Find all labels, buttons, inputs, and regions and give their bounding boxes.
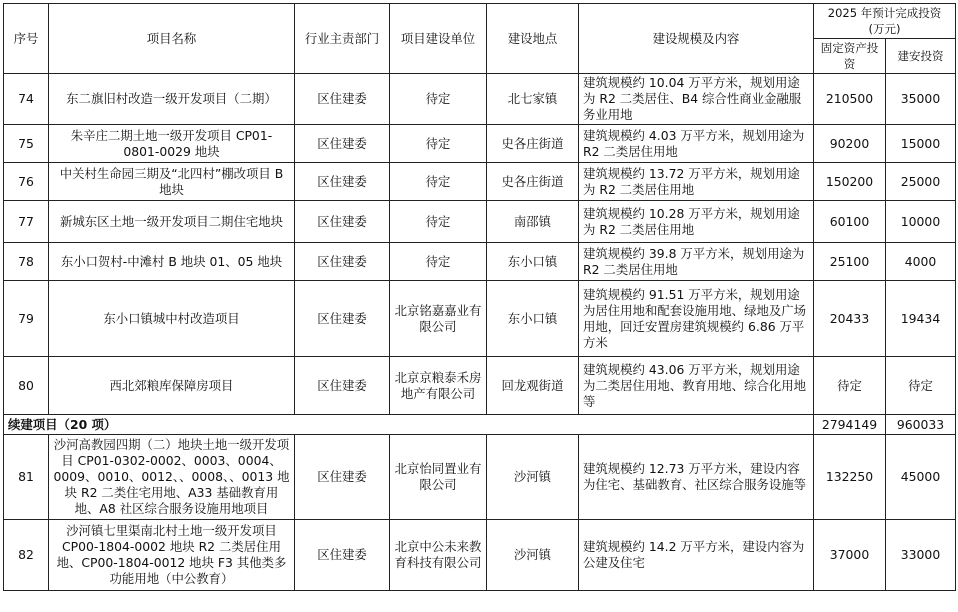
- project-name: 西北郊粮库保障房项目: [49, 357, 295, 415]
- scale-content: 建筑规模约 39.8 万平方米，规划用途为 R2 二类居住用地: [579, 243, 814, 281]
- header-scale: 建设规模及内容: [579, 4, 814, 74]
- construction-unit: 待定: [390, 74, 487, 125]
- row-number: 75: [4, 125, 49, 163]
- table-row: [4, 201, 956, 243]
- scale-content: 建筑规模约 13.72 万平方米，规划用途为 R2 二类居住用地: [579, 163, 814, 201]
- fixed-investment: 210500: [814, 74, 886, 125]
- header-construction: 建安投资: [886, 39, 956, 74]
- scale-content: 建筑规模约 12.73 万平方米，建设内容为住宅、基础教育、社区综合服务设施等: [579, 435, 814, 520]
- scale-content: 建筑规模约 10.04 万平方米，规划用途为 R2 二类居住、B4 综合性商业金融服务业用地: [579, 74, 814, 125]
- header-location: 建设地点: [487, 4, 579, 74]
- construction-investment: 15000: [886, 125, 956, 163]
- scale-content: 建筑规模约 14.2 万平方米，建设内容为公建及住宅: [579, 520, 814, 591]
- construction-investment: 33000: [886, 520, 956, 591]
- row-number: 82: [4, 520, 49, 591]
- construction-unit: 北京京粮泰禾房地产有限公司: [390, 357, 487, 415]
- scale-content: 建筑规模约 4.03 万平方米，规划用途为 R2 二类居住用地: [579, 125, 814, 163]
- subtotal-construction: 960033: [886, 415, 956, 435]
- table-row: [4, 435, 956, 520]
- construction-investment: 4000: [886, 243, 956, 281]
- location: 回龙观街道: [487, 357, 579, 415]
- table-row: [4, 357, 956, 415]
- subtotal-row: [4, 415, 956, 435]
- header-unit: 项目建设单位: [390, 4, 487, 74]
- table-row: [4, 125, 956, 163]
- construction-unit: 待定: [390, 125, 487, 163]
- location: 北七家镇: [487, 74, 579, 125]
- header-row: [4, 4, 956, 39]
- location: 东小口镇: [487, 281, 579, 357]
- fixed-investment: 待定: [814, 357, 886, 415]
- department: 区住建委: [295, 281, 390, 357]
- project-name: 中关村生命园三期及“北四村”棚改项目 B 地块: [49, 163, 295, 201]
- department: 区住建委: [295, 125, 390, 163]
- table-row: [4, 243, 956, 281]
- construction-unit: 待定: [390, 163, 487, 201]
- subtotal-fixed: 2794149: [814, 415, 886, 435]
- construction-investment: 25000: [886, 163, 956, 201]
- construction-unit: 待定: [390, 243, 487, 281]
- fixed-investment: 90200: [814, 125, 886, 163]
- department: 区住建委: [295, 520, 390, 591]
- header-dept: 行业主责部门: [295, 4, 390, 74]
- construction-investment: 45000: [886, 435, 956, 520]
- header-investment-group: 2025 年预计完成投资 (万元): [814, 4, 956, 39]
- construction-unit: 北京怡同置业有限公司: [390, 435, 487, 520]
- table-row: [4, 281, 956, 357]
- department: 区住建委: [295, 435, 390, 520]
- project-name: 东小口贺村-中滩村 B 地块 01、05 地块: [49, 243, 295, 281]
- header-no: 序号: [4, 4, 49, 74]
- row-number: 81: [4, 435, 49, 520]
- scale-content: 建筑规模约 43.06 万平方米，规划用途为二类居住用地、教育用地、综合化用地等: [579, 357, 814, 415]
- project-name: 沙河镇七里渠南北村土地一级开发项目 CP00-1804-0002 地块 R2 二类居住用地、CP00-1804-0012 地块 F3 其他类多功能用地（中公教育）: [49, 520, 295, 591]
- table-row: [4, 74, 956, 125]
- construction-unit: 北京中公未来教育科技有限公司: [390, 520, 487, 591]
- location: 史各庄街道: [487, 125, 579, 163]
- project-name: 东小口镇城中村改造项目: [49, 281, 295, 357]
- location: 东小口镇: [487, 243, 579, 281]
- fixed-investment: 37000: [814, 520, 886, 591]
- location: 沙河镇: [487, 520, 579, 591]
- project-name: 沙河高教园四期（二）地块土地一级开发项目 CP01-0302-0002、0003、0004、0009、0010、0012、、0008、、0013 地块 R2 二类住宅用地、A33 基础教育用地、A8 社区综合服务设施用地项目: [49, 435, 295, 520]
- construction-investment: 35000: [886, 74, 956, 125]
- row-number: 80: [4, 357, 49, 415]
- project-name: 朱辛庄二期土地一级开发项目 CP01-0801-0029 地块: [49, 125, 295, 163]
- construction-unit: 北京铭嘉嘉业有限公司: [390, 281, 487, 357]
- fixed-investment: 20433: [814, 281, 886, 357]
- fixed-investment: 60100: [814, 201, 886, 243]
- header-fixed: 固定资产投资: [814, 39, 886, 74]
- scale-content: 建筑规模约 10.28 万平方米，规划用途为 R2 二类居住用地: [579, 201, 814, 243]
- row-number: 78: [4, 243, 49, 281]
- construction-unit: 待定: [390, 201, 487, 243]
- row-number: 79: [4, 281, 49, 357]
- department: 区住建委: [295, 357, 390, 415]
- department: 区住建委: [295, 243, 390, 281]
- construction-investment: 19434: [886, 281, 956, 357]
- project-name: 东二旗旧村改造一级开发项目（二期）: [49, 74, 295, 125]
- construction-investment: 待定: [886, 357, 956, 415]
- location: 沙河镇: [487, 435, 579, 520]
- table-row: [4, 520, 956, 591]
- construction-investment: 10000: [886, 201, 956, 243]
- row-number: 76: [4, 163, 49, 201]
- department: 区住建委: [295, 201, 390, 243]
- investment-table: [3, 3, 956, 591]
- subtotal-label: 续建项目（20 项）: [4, 415, 814, 435]
- table-row: [4, 163, 956, 201]
- row-number: 74: [4, 74, 49, 125]
- fixed-investment: 25100: [814, 243, 886, 281]
- location: 史各庄街道: [487, 163, 579, 201]
- row-number: 77: [4, 201, 49, 243]
- fixed-investment: 132250: [814, 435, 886, 520]
- fixed-investment: 150200: [814, 163, 886, 201]
- header-name: 项目名称: [49, 4, 295, 74]
- scale-content: 建筑规模约 91.51 万平方米，规划用途为居住用地和配套设施用地、绿地及广场用地，回迁安置房建筑规模约 6.86 万平方米: [579, 281, 814, 357]
- project-name: 新城东区土地一级开发项目二期住宅地块: [49, 201, 295, 243]
- department: 区住建委: [295, 163, 390, 201]
- department: 区住建委: [295, 74, 390, 125]
- location: 南邵镇: [487, 201, 579, 243]
